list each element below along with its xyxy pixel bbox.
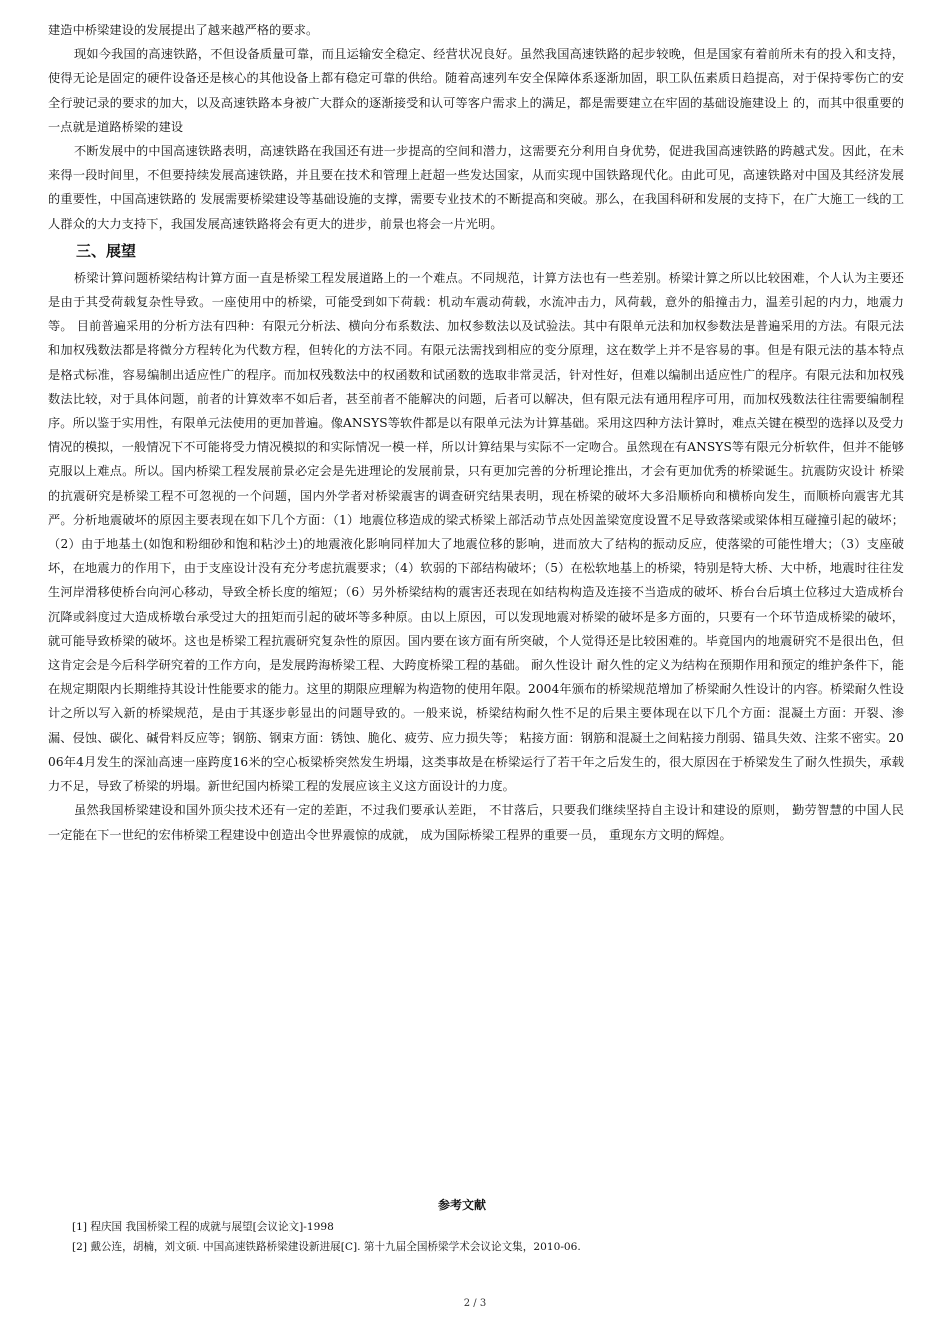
references-title: 参考文献	[437, 1198, 486, 1212]
page-number: 2 / 3	[463, 1298, 487, 1309]
section-heading-outlook: 三、展望	[76, 241, 137, 260]
paragraph-continuation: 建造中桥梁建设的发展提出了越来越严格的要求。	[48, 23, 319, 37]
reference-item: [2] 戴公连，胡楠，刘文硕. 中国高速铁路桥梁建设新进展[C]. 第十九届全国桥梁学术会议论文集，2010-06.	[72, 1241, 581, 1253]
document-body	[48, 18, 904, 847]
paragraph-railway-development: 不断发展中的中国高速铁路表明，高速铁路在我国还有进一步提高的空间和潜力，这需要充分利用自身优势，促进我国高速铁路的跨越式发。因此，在未来得一段时间里，不但要持续发展高速铁路，并且要在技术和管理上赶超一些发达国家，从而实现中国铁路现代化。由此可见，高速铁路对中国及其经济发展的重要性，中国高速铁路的 发展需要桥梁建设等基础设施的支撑，需要专业技术的不断提高和突破。那么，在我国科研和发展的支持下，在广大施工一线的工人群众的大力支持下，我国发展高速铁路将会有更大的进步，前景也将会一片光明。	[48, 144, 904, 231]
paragraph-outlook-main: 桥梁计算问题桥梁结构计算方面一直是桥梁工程发展道路上的一个难点。不同规范，计算方法也有一些差别。桥梁计算之所以比较困难，个人认为主要还是由于其受荷载复杂性导致。一座使用中的桥梁，可能受到如下荷载：机动车震动荷载，水流冲击力，风荷载，意外的船撞击力，温差引起的内力，地震力等。 目前普遍采用的分析方法有四种：有限元分析法、横向分布系数法、加权参数法以及试验法。其中有限单元法和加权参数法是普遍采用的方法。有限元法和加权残数法都是将微分方程转化为代数方程，但转化的方法不同。有限元法需找到相应的变分原理，这在数学上并不是容易的事。但是有限元法的基本特点是格式标准，容易编制出适应性广的程序。而加权残数法中的权函数和试函数的选取非常灵活，针对性好，但难以编制出适应性广的程序。有限元法和加权残数法比较，对于具体问题，前者的计算效率不如后者，甚至前者不能解决的问题，后者可以解决，但有限元法有通用程序可用，而加权残数法往往需要编制程序。所以鉴于实用性，有限单元法使用的更加普遍。像ANSYS等软件都是以有限单元法为计算基础。采用这四种方法计算时，难点关键在模型的选择以及受力情况的模拟，一般情况下不可能将受力情况模拟的和实际情况一模一样，所以计算结果与实际不一定吻合。虽然现在有ANSYS等有限元分析软件，但并不能够克服以上难点。所以。国内桥梁工程发展前景必定会是先进理论的发展前景，只有更加完善的分析理论推出，才会有更加优秀的桥梁诞生。抗震防灾设计 桥梁的抗震研究是桥梁工程不可忽视的一个问题，国内外学者对桥梁震害的调查研究结果表明，现在桥梁的破坏大多沿顺桥向和横桥向发生，而顺桥向震害尤其严。分析地震破坏的原因主要表现在如下几个方面：（1）地震位移造成的梁式桥梁上部活动节点处因盖梁宽度设置不足导致落梁或梁体相互碰撞引起的破坏；（2）由于地基土(如饱和粉细砂和饱和粘沙土)的地震液化影响同样加大了地震位移的影响，进而放大了结构的振动反应，使落梁的可能性增大；（3）支座破坏，在地震力的作用下，由于支座设计没有充分考虑抗震要求；（4）软弱的下部结构破坏；（5）在松软地基上的桥梁，特别是特大桥、大中桥，地震时往往发生河岸滑移使桥台向河心移动，导致全桥长度的缩短；（6）另外桥梁结构的震害还表现在如结构构造及连接不当造成的破坏、桥台台后填土位移过大造成桥台沉降或斜度过大造成桥墩台承受过大的扭矩而引起的破坏等多种原。由以上原因，可以发现地震对桥梁的破坏是多方面的，只要有一个环节造成桥梁的破坏，就可能导致桥梁的破坏。这也是桥梁工程抗震研究复杂性的原因。国内要在该方面有所突破，个人觉得还是比较困难的。毕竟国内的地震研究不是很出色，但这肯定会是今后科学研究着的工作方向，是发展跨海桥梁工程、大跨度桥梁工程的基础。 耐久性设计 耐久性的定义为结构在预期作用和预定的维护条件下，能在规定期限内长期维持其设计性能要求的能力。这里的期限应理解为构造物的使用年限。2004年颁布的桥梁规范增加了桥梁耐久性设计的内容。桥梁耐久性设计之所以写入新的桥梁规范，是由于其逐步彰显出的问题导致的。一般来说，桥梁结构耐久性不足的后果主要体现在以下几个方面：混凝土方面：开裂、渗漏、侵蚀、碳化、碱骨料反应等；钢筋、钢束方面：锈蚀、脆化、疲劳、应力损失等； 粘接方面：钢筋和混凝土之间粘接力削弱、锚具失效、注浆不密实。2006年4月发生的深汕高速一座跨度16米的空心板梁桥突然发生坍塌，这类事故是在桥梁运行了若干年之后发生的，很大原因在于桥梁发生了耐久性损失，承载力不足，导致了桥梁的坍塌。新世纪国内桥梁工程的发展应该主义这方面设计的力度。	[48, 270, 904, 794]
reference-item: [1] 程庆国 我国桥梁工程的成就与展望[会议论文]-1998	[72, 1221, 334, 1233]
paragraph-high-speed-railway: 现如今我国的高速铁路，不但设备质量可靠，而且运输安全稳定、经营状况良好。虽然我国高速铁路的起步较晚，但是国家有着前所未有的投入和支持，使得无论是固定的硬件设备还是核心的其他设备上都有稳定可靠的供给。随着高速列车安全保障体系逐渐加固，职工队伍素质日趋提高，对于保持零伤亡的安全行驶记录的要求的加大，以及高速铁路本身被广大群众的逐渐接受和认可等客户需求上的满足，都是需要建立在牢固的基础设施建设上 的，而其中很重要的一点就是道路桥梁的建设	[48, 47, 904, 134]
references-section	[72, 1196, 892, 1257]
paragraph-conclusion: 虽然我国桥梁建设和国外顶尖技术还有一定的差距，不过我们要承认差距， 不甘落后，只要我们继续坚持自主设计和建设的原则， 勤劳智慧的中国人民一定能在下一世纪的宏伟桥梁工程建设中创造出令世界震惊的成就， 成为国际桥梁工程界的重要一员， 重现东方文明的辉煌。	[48, 803, 904, 842]
